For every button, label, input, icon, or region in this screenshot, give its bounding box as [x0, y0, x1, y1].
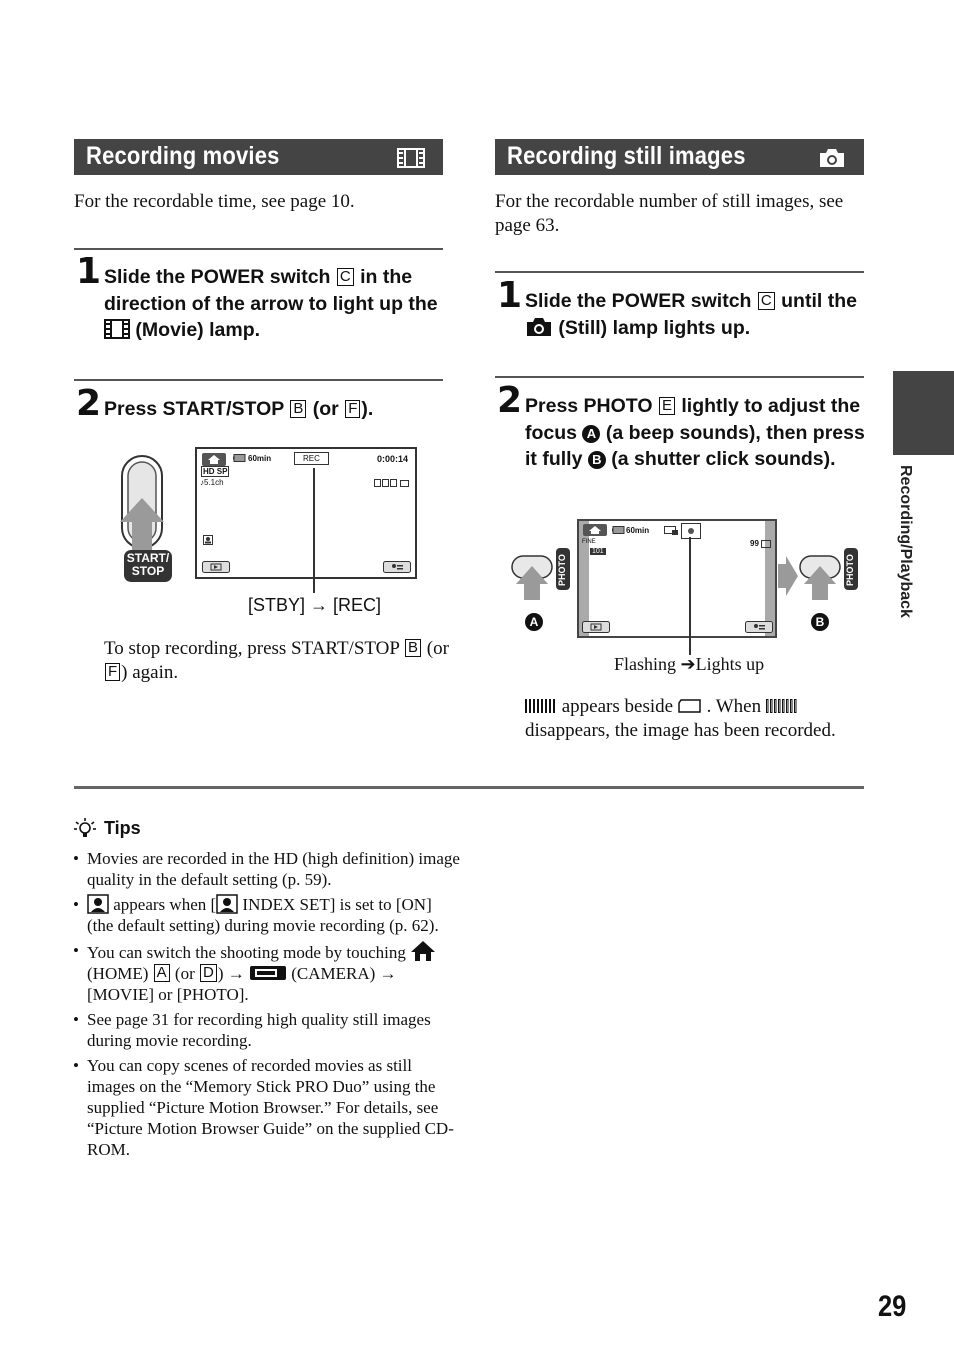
folder-label: 101: [592, 548, 604, 555]
section-header-still: [495, 139, 864, 175]
home-icon: [410, 940, 436, 962]
pointer-line: [689, 537, 691, 655]
playback-button-icon[interactable]: [202, 561, 230, 573]
focus-dot: [688, 528, 694, 534]
marker-b: B: [588, 451, 606, 469]
section-title: Recording still images: [507, 142, 746, 170]
side-tab: [893, 371, 954, 455]
key-label: B: [405, 639, 421, 657]
face-index-icon: [216, 894, 238, 914]
side-tab-label: Recording/Playback: [897, 465, 914, 618]
camera-mode-icon: [249, 964, 287, 982]
focus-indicator: [681, 523, 701, 539]
list-item: • appears when [ INDEX SET] is set to [ON] (the default setting) during movie recording (p. 62).: [87, 894, 462, 936]
recording-bars-icon: [766, 699, 798, 713]
step-1-text: Slide the POWER switch C until the (Still) lamp lights up.: [525, 290, 857, 339]
divider: [495, 271, 864, 273]
step-1-text: Slide the POWER switch C in the direction of the arrow to light up the (Movie) lamp.: [104, 266, 438, 341]
page-number: 29: [878, 1290, 907, 1323]
start-stop-label: START/ STOP: [126, 551, 170, 578]
step-number: 1: [497, 275, 523, 316]
memory-icon: [761, 540, 771, 548]
rec-indicator: REC: [294, 452, 329, 465]
pointer-line: [313, 468, 315, 593]
caption-stby-rec: [STBY] → [REC]: [248, 595, 382, 615]
option-button-icon[interactable]: [383, 561, 411, 573]
option-button-icon[interactable]: [745, 621, 773, 633]
time-left: 60min: [626, 526, 650, 535]
key-label: A: [154, 964, 170, 982]
list-item: • Movies are recorded in the HD (high definition) image quality in the default setting (p. 59).: [87, 848, 462, 890]
start-stop-illustration: [116, 454, 180, 584]
step-number: 2: [76, 383, 102, 424]
camera-icon: [525, 317, 553, 337]
film-icon: [104, 319, 130, 339]
battery-icon: [233, 454, 246, 462]
camera-icon: [817, 148, 847, 168]
marker-b: B: [815, 615, 825, 629]
tips-title: Tips: [104, 818, 141, 838]
photo-button-half-press: [510, 548, 574, 638]
divider: [495, 376, 864, 378]
marker-a: A: [582, 425, 600, 443]
key-label: C: [337, 268, 354, 286]
status-icons: [374, 479, 410, 488]
key-label: D: [200, 964, 217, 982]
lcd-screen-movie: [195, 447, 417, 579]
time-left: 60min: [248, 454, 272, 463]
intro-text: For the recordable time, see page 10.: [74, 191, 355, 212]
recording-bars-icon: [525, 699, 557, 713]
home-icon: [583, 524, 607, 536]
audio-indicator: ♪5.1ch: [200, 478, 224, 487]
playback-button-icon[interactable]: [582, 621, 610, 633]
step-2-text: Press PHOTO E lightly to adjust the focus A (a beep sounds), then press it fully B (a shutter click sounds).: [525, 395, 865, 470]
stop-instructions: To stop recording, press START/STOP B (or F ) again.: [104, 638, 449, 683]
quality-badge: HD SP: [203, 467, 228, 476]
lcd-screen-still: [577, 519, 777, 638]
photo-label: PHOTO: [845, 554, 855, 586]
key-label: F: [345, 400, 360, 418]
screen-right-band: [765, 521, 775, 636]
key-label: B: [290, 400, 306, 418]
photo-button-full-press: [778, 548, 862, 638]
lightbulb-icon: [74, 818, 96, 840]
memory-icon: [678, 699, 702, 713]
remaining-count: 99: [750, 539, 759, 548]
key-label: F: [105, 663, 120, 681]
divider: [74, 379, 443, 381]
face-index-icon: [87, 894, 109, 914]
marker-a: A: [529, 615, 539, 629]
divider: [74, 786, 864, 789]
step-number: 2: [497, 380, 523, 421]
recording-note: appears beside . When disappears, the image has been recorded.: [525, 696, 836, 741]
list-item: • You can copy scenes of recorded movies as still images on the “Memory Stick PRO Duo” using the supplied “Picture Motion Browser.” For details, see “Picture Motion Browser Guide” on the supplied CD-ROM.: [87, 1055, 462, 1160]
tips-list: [73, 848, 462, 1164]
photo-label: PHOTO: [557, 554, 567, 586]
intro-text: For the recordable number of still images, see page 63.: [495, 191, 844, 236]
key-label: E: [659, 397, 675, 415]
list-item: • You can switch the shooting mode by touching (HOME) A (or D ) → (CAMERA) → [MOVIE] or [PHOTO].: [87, 940, 462, 1005]
key-label: C: [758, 292, 775, 310]
image-size-icon: [664, 526, 678, 535]
home-icon: [202, 453, 226, 466]
battery-icon: [612, 526, 625, 534]
quality-label: FINE: [582, 539, 596, 545]
film-icon: [396, 147, 426, 169]
step-2-text: Press START/STOP B (or F ).: [104, 398, 374, 420]
counter: 0:00:14: [377, 454, 409, 464]
section-title: Recording movies: [86, 142, 280, 170]
divider: [74, 248, 443, 250]
section-header-movies: [74, 139, 443, 175]
step-number: 1: [76, 251, 102, 292]
list-item: • See page 31 for recording high quality still images during movie recording.: [87, 1009, 462, 1051]
caption-flashing: Flashing ➔Lights up: [614, 654, 765, 674]
face-index-icon: [203, 535, 213, 545]
